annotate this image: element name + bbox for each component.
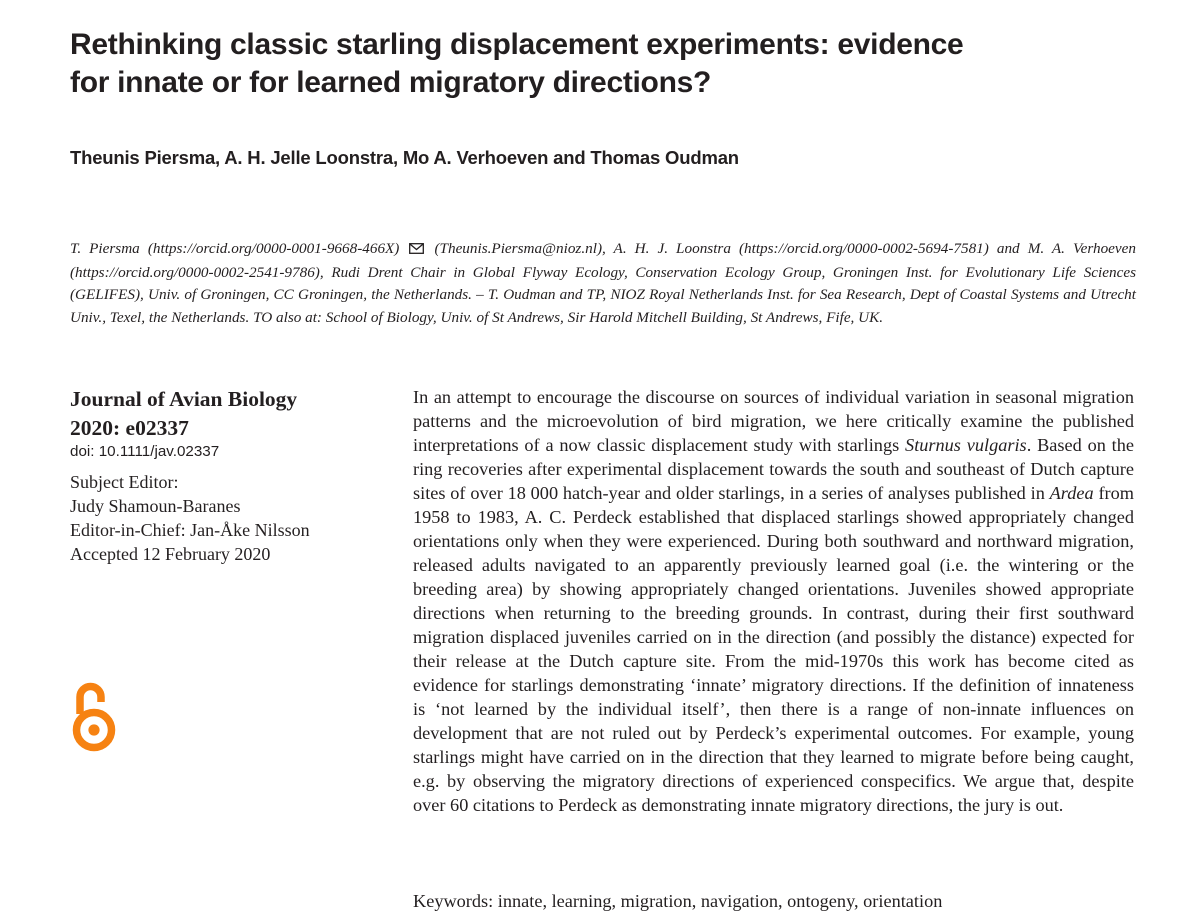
doi-link[interactable]: doi: 10.1111/jav.02337	[70, 443, 220, 460]
editor-info	[70, 470, 390, 566]
affiliation-rest: (Theunis.Piersma@nioz.nl), A. H. J. Loonstra (https://orcid.org/0000-0002-5694-7581) and M. A. Verhoeven (https://orcid.org/0000-0002-2541-9786), Rudi Drent Chair in Global Flyway Ecology, Conservation Ecology Group, Groningen Inst. for Evolutionary Life Sciences (GELIFES), Univ. of Groningen, CC Groningen, the Netherlands. – T. Oudman and TP, NIOZ Royal Netherlands Inst. for Sea Research, Dept of Coastal Systems and Utrecht Univ., Texel, the Netherlands. TO also at: School of Biology, Univ. of St Andrews, Sir Harold Mitchell Building, St Andrews, Fife, UK.	[70, 240, 1136, 326]
title-line-1: Rethinking classic starling displacement experiments: evidence	[70, 28, 964, 61]
subject-editor-label: Subject Editor:	[70, 472, 179, 492]
keywords: Keywords: innate, learning, migration, navigation, ontogeny, orientation	[413, 891, 943, 911]
journal-name: Journal of Avian Biology	[70, 387, 298, 411]
abstract-text: In an attempt to encourage the discourse on sources of individual variation in seasonal migration patterns and the microevolution of bird migration, we here critically examine the published interpretations of a now classic displacement study with starlings Sturnus vulgaris. Based on the ring recoveries after experimental displacement towards the south and southeast of Dutch capture sites of over 18 000 hatch-year and older starlings, in a series of analyses published in Ardea from 1958 to 1983, A. C. Perdeck established that displaced starlings showed appropriately changed orientations only when they were experienced. During both southward and northward migration, released adults navigated to an apparently previously learned goal (i.e. the wintering or the breeding area) by showing appropriately changed orientations. Juveniles showed appropriate directions when returning to the breeding grounds. In contrast, during their first southward migration displaced juveniles carried on in the direction (and possibly the distance) expected for their release at the Dutch capture site. From the mid-1970s this work has become cited as evidence for starlings demonstrating ‘innate’ migratory directions. If the definition of innateness is ‘not learned by the individual itself’, then there is a range of non-innate influences on development that are not ruled out by Perdeck’s experimental outcomes. For example, young starlings might have carried on in the direction that they learned to migrate before being caught, e.g. by observing the migratory directions of experienced conspecifics. We argue that, despite over 60 citations to Perdeck as demonstrating innate migratory directions, the jury is out.	[413, 387, 1135, 815]
journal-citation-ardea: Ardea	[1049, 482, 1094, 503]
species-name: Sturnus vulgaris	[905, 434, 1027, 455]
subject-editor-name: Judy Shamoun-Baranes	[70, 496, 241, 516]
paper-title	[70, 26, 1070, 102]
affiliations	[70, 238, 1136, 329]
abstract	[413, 386, 1134, 818]
author-list: Theunis Piersma, A. H. Jelle Loonstra, Mo A. Verhoeven and Thomas Oudman	[70, 147, 739, 168]
affiliation-first-author[interactable]: T. Piersma (https://orcid.org/0000-0001-9668-466X)	[70, 240, 400, 257]
accepted-date: Accepted 12 February 2020	[70, 544, 271, 564]
article-number: 2020: e02337	[70, 416, 189, 440]
open-access-lock-icon	[68, 680, 120, 752]
title-line-2: for innate or for learned migratory directions?	[70, 66, 712, 99]
envelope-icon[interactable]	[409, 239, 424, 262]
journal-info	[70, 385, 390, 566]
editor-in-chief: Editor-in-Chief: Jan-Åke Nilsson	[70, 520, 310, 540]
